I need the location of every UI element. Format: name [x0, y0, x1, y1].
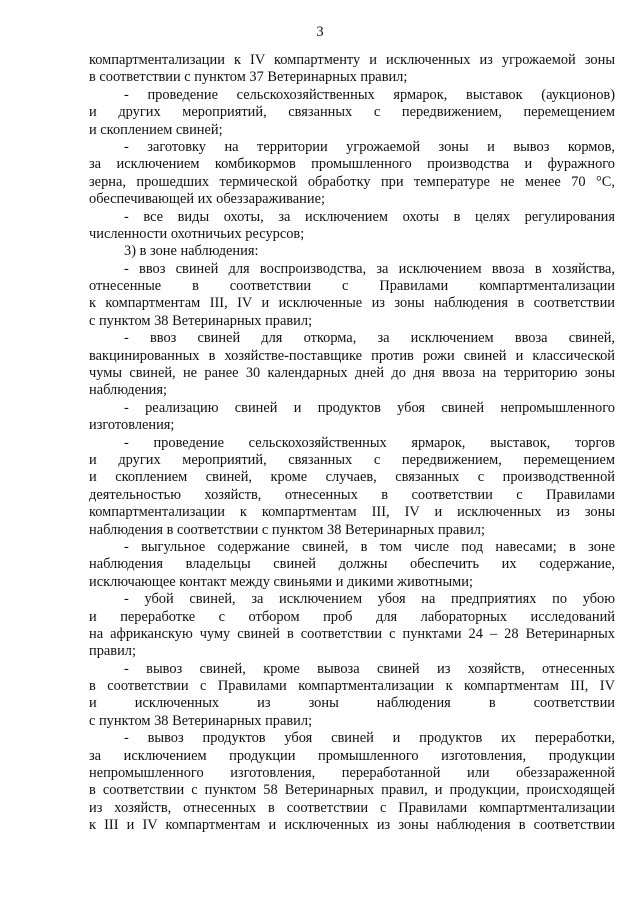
text-line: изготовления;	[89, 417, 175, 434]
text-line: - ввоз свиней для воспроизводства, за исключением ввоза в хозяйства,	[124, 260, 615, 277]
text-line: вакцинированных в хозяйстве-поставщике против рожи свиней и классической	[89, 347, 615, 364]
text-line: в соответствии с пунктом 58 Ветеринарных правил, и продукции, происходящей	[89, 782, 615, 799]
text-line: к компартментам III, IV и исключенные из зоны наблюдения в соответствии	[89, 295, 615, 312]
text-line: - проведение сельскохозяйственных ярмарок, выставок (аукционов)	[124, 86, 615, 103]
text-line: - проведение сельскохозяйственных ярмарок, выставок, торгов	[124, 434, 615, 451]
text-line: деятельностью хозяйств, отнесенных в соответствии с Правилами	[89, 486, 615, 503]
text-line: и других мероприятий, связанных с передвижением, перемещением	[89, 451, 615, 468]
text-line: отнесенные в соответствии с Правилами компартментализации	[89, 278, 615, 295]
text-line: обеспечивающей их обеззараживание;	[89, 191, 325, 208]
text-line: компартментализации к IV компартменту и исключенных из угрожаемой зоны	[89, 52, 615, 68]
text-line: - заготовку на территории угрожаемой зоны и вывоз кормов,	[124, 138, 615, 155]
text-line: и переработке с отбором проб для лабораторных исследований	[89, 608, 615, 625]
text-line: за исключением продукции промышленного изготовления, продукции	[89, 747, 615, 764]
text-line: - вывоз свиней, кроме вывоза свиней из хозяйств, отнесенных	[124, 660, 615, 677]
text-line: и исключенных из зоны наблюдения в соответствии	[89, 695, 615, 712]
text-line: из хозяйств, отнесенных в соответствии с Правилами компартментализации	[89, 799, 615, 816]
text-line: наблюдения в соответствии с пунктом 38 Ветеринарных правил;	[89, 521, 485, 538]
text-line: чумы свиней, не ранее 30 календарных дней до дня ввоза на территорию зоны	[89, 365, 615, 382]
text-line: наблюдения владельцы свиней должны обеспечить их содержание,	[89, 556, 615, 573]
text-line: и других мероприятий, связанных с передвижением, перемещением	[89, 104, 615, 121]
text-line: - ввоз свиней для откорма, за исключением ввоза свиней,	[124, 330, 615, 347]
text-line: - реализацию свиней и продуктов убоя свиней непромышленного	[124, 399, 615, 416]
text-line: в соответствии с пунктом 37 Ветеринарных правил;	[89, 69, 408, 86]
text-line: с пунктом 38 Ветеринарных правил;	[89, 712, 313, 729]
text-line: за исключением комбикормов промышленного производства и фуражного	[89, 156, 615, 173]
text-line: и скоплением свиней, кроме случаев, связанных с производственной	[89, 469, 615, 486]
text-line: правил;	[89, 643, 136, 660]
text-line: - вывоз продуктов убоя свиней и продуктов их переработки,	[124, 730, 615, 747]
text-line: в соответствии с Правилами компартментализации к компартментам III, IV	[89, 678, 615, 695]
text-line: и скоплением свиней;	[89, 121, 223, 138]
text-line: численности охотничьих ресурсов;	[89, 225, 305, 242]
text-line: на африканскую чуму свиней в соответствии с пунктами 24 – 28 Ветеринарных	[89, 625, 615, 642]
text-line: к III и IV компартментам и исключенных из зоны наблюдения в соответствии	[89, 817, 615, 834]
text-line: компартментализации к компартментам III, IV и исключенных из зоны	[89, 504, 615, 521]
text-line: - убой свиней, за исключением убоя на предприятиях по убою	[124, 591, 615, 608]
text-line: 3) в зоне наблюдения:	[124, 243, 259, 260]
page-number: 3	[316, 24, 324, 40]
text-line: исключающее контакт между свиньями и дикими животными;	[89, 573, 473, 590]
text-line: непромышленного изготовления, переработанной или обеззараженной	[89, 765, 615, 782]
text-line: - выгульное содержание свиней, в том числе под навесами; в зоне	[124, 538, 615, 555]
text-line: - все виды охоты, за исключением охоты в целях регулирования	[124, 208, 615, 225]
document-body	[89, 52, 615, 835]
text-line: зерна, прошедших термической обработку при температуре не менее 70 °С,	[89, 173, 615, 190]
text-line: наблюдения;	[89, 382, 167, 399]
text-line: с пунктом 38 Ветеринарных правил;	[89, 312, 313, 329]
